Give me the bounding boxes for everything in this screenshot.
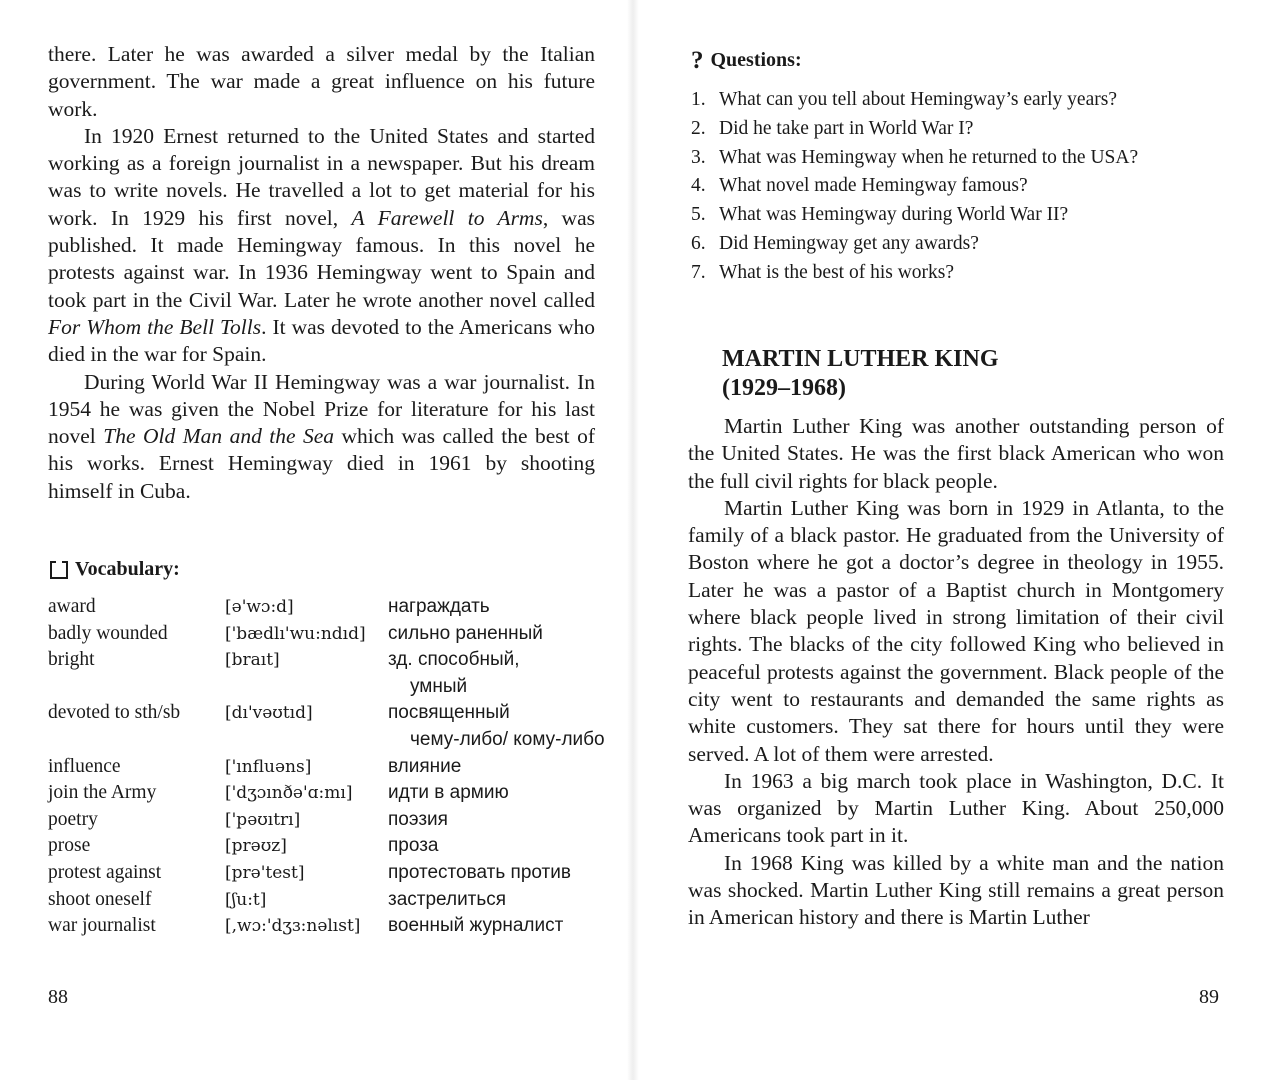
vocabulary-word: influence [48, 755, 121, 777]
book-title: The Old Man and the Sea [103, 424, 335, 449]
page-number: 88 [48, 986, 68, 1008]
vocabulary-transcription: [braıt] [225, 650, 280, 671]
question-text: What was Hemingway when he returned to the USA? [719, 146, 1139, 168]
article-title-name: MARTIN LUTHER KING [722, 346, 999, 372]
vocabulary-word: shoot oneself [48, 888, 152, 910]
paragraph: In 1963 a big march took place in Washington, D.C. It was organized by Martin Luther King. About 250,000 Americans took part in it. [688, 768, 1224, 848]
vocabulary-transcription: [prə'test] [225, 862, 305, 883]
question-item [691, 259, 1251, 288]
vocabulary-row [48, 647, 608, 700]
question-text: What was Hemingway during World War II? [719, 204, 1069, 226]
vocabulary-word: war journalist [48, 915, 156, 937]
vocabulary-translation: протестовать против [388, 861, 571, 883]
vocabulary-transcription: [,wɔ:'dʒɜ:nəlıst] [225, 916, 361, 937]
question-number: 6. [691, 232, 706, 254]
left-page [0, 0, 633, 1080]
vocabulary-word: bright [48, 649, 95, 671]
question-text: What novel made Hemingway famous? [719, 175, 1028, 197]
vocabulary-row [48, 913, 608, 940]
vocabulary-translation: сильно раненный [388, 622, 543, 644]
vocabulary-table [48, 594, 608, 940]
vocabulary-row [48, 621, 608, 648]
right-page [633, 0, 1267, 1080]
text-run: During World War II Hemingway was a war journalist. In 1954 he was given the Nobel Prize for literature for his last novel [48, 369, 595, 449]
question-item [691, 115, 1251, 144]
question-number: 1. [691, 89, 706, 110]
paragraph: In 1968 King was killed by a white man and the nation was shocked. Martin Luther King still remains a great person in American history and there is Martin Luther [688, 850, 1224, 930]
vocabulary-translation: влияние [388, 755, 462, 777]
vocabulary-transcription: [ʃu:t] [225, 889, 267, 910]
article-title-years: (1929–1968) [722, 375, 846, 401]
question-text: What can you tell about Hemingway’s early years? [719, 89, 1117, 110]
vocabulary-translation: проза [388, 835, 439, 857]
vocabulary-transcription: [prəʊz] [225, 836, 287, 857]
vocabulary-word: join the Army [48, 782, 157, 804]
paragraph: Martin Luther King was another outstanding person of the United States. He was the first black American who won the full civil rights for black people. [688, 414, 1224, 493]
vocabulary-word: award [48, 596, 96, 617]
question-item [691, 86, 1251, 115]
questions-list [691, 86, 1251, 288]
vocabulary-row [48, 780, 608, 807]
article-title [722, 345, 999, 403]
book-title: A Farewell to Arms [351, 205, 543, 230]
hemingway-text [48, 41, 595, 505]
vocabulary-word: prose [48, 835, 91, 857]
vocabulary-transcription: ['dʒɔınðə'ɑ:mı] [225, 783, 353, 804]
vocabulary-row [48, 754, 608, 781]
vocabulary-heading-label: Vocabulary: [75, 558, 180, 580]
question-number: 7. [691, 261, 706, 283]
vocabulary-transcription: [dı'vəʊtıd] [225, 703, 313, 724]
vocabulary-transcription: ['ınfluəns] [225, 756, 312, 777]
question-item [691, 172, 1251, 201]
vocabulary-transcription: ['bædlı'wu:ndıd] [225, 623, 366, 644]
paragraph [48, 123, 595, 369]
paragraph [48, 41, 595, 123]
king-text [688, 413, 1224, 932]
vocabulary-transcription: ['pəʊıtrı] [225, 809, 301, 830]
questions-heading-label: Questions: [710, 49, 802, 71]
vocabulary-word: protest against [48, 861, 162, 883]
vocabulary-row [48, 833, 608, 860]
vocabulary-row [48, 887, 608, 914]
vocabulary-heading [50, 558, 180, 581]
page-number: 89 [1199, 986, 1219, 1008]
vocabulary-row [48, 700, 608, 753]
text-run: In 1920 Ernest returned to the United States and started working as a foreign journalist in a newspaper. But his dream was to write novels. He travelled a lot to get material for his work. In 1929 his first novel, [48, 123, 595, 230]
text-run: , was published. It made Hemingway famous. In this novel he protests against war. In 1936 Hemingway went to Spain and took part in the Civil War. Later he wrote another novel called [48, 205, 595, 312]
text-run: . It was devoted to the Americans who died in the war for Spain. [48, 314, 595, 367]
question-text: Did Hemingway get any awards? [719, 232, 979, 254]
vocabulary-row [48, 594, 608, 621]
vocabulary-translation: поэзия [388, 808, 448, 830]
paragraph [48, 369, 595, 505]
text-run: which was called the best of his works. Ernest Hemingway died in 1961 by shooting himself in Cuba. [48, 424, 595, 503]
vocabulary-translation: застрелиться [388, 888, 507, 910]
questions-heading [691, 48, 802, 73]
question-mark-icon: ? [691, 47, 704, 74]
question-text: What is the best of his works? [719, 261, 955, 283]
paragraph: Martin Luther King was born in 1929 in Atlanta, to the family of a black pastor. He graduated from the University of Boston where he got a doctor’s degree in theology in 1955. Later he was a pastor of a Baptist church in Montgomery where black people lived in strong limitation of their civil rights. The blacks of the city followed King who believed in peaceful protests against the government. Black people of the city went to restaurants and demanded the same rights as white customers. They sat there for hours until they were served. A lot of them were arrested. [688, 495, 1224, 766]
vocabulary-translation: военный журналист [388, 915, 564, 937]
text-run: there. Later he was awarded a silver medal by the Italian government. The war made a great influence on his future work. [48, 42, 595, 121]
vocabulary-word: badly wounded [48, 622, 168, 644]
vocabulary-translation: идти в армию [388, 782, 509, 804]
question-number: 3. [691, 146, 706, 168]
vocabulary-transcription: [ə'wɔ:d] [225, 597, 294, 617]
vocabulary-translation: награждать [388, 596, 490, 617]
vocabulary-translation: зд. способный, умный [388, 649, 520, 697]
book-icon [50, 561, 68, 579]
vocabulary-row [48, 860, 608, 887]
question-number: 4. [691, 175, 706, 197]
question-text: Did he take part in World War I? [719, 117, 974, 139]
vocabulary-word: poetry [48, 808, 98, 830]
book-title: For Whom the Bell Tolls [48, 314, 262, 339]
vocabulary-word: devoted to sth/sb [48, 702, 181, 724]
question-number: 5. [691, 204, 706, 226]
question-number: 2. [691, 117, 706, 139]
question-item [691, 144, 1251, 173]
vocabulary-row [48, 807, 608, 834]
question-item [691, 201, 1251, 230]
vocabulary-translation: посвященный чему-либо/ кому-либо [388, 702, 605, 750]
question-item [691, 230, 1251, 259]
